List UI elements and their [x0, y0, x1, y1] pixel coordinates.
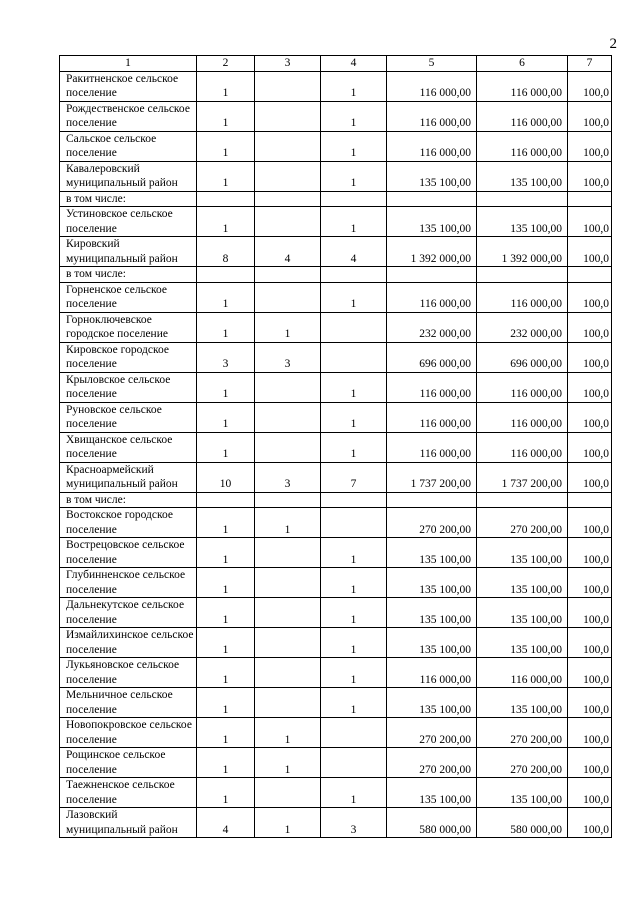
col-2-value: 1 [197, 598, 255, 628]
col-4-value: 1 [321, 658, 387, 688]
table-row [60, 628, 612, 658]
col-4-value [321, 312, 387, 342]
col-7-percent: 100,0 [568, 432, 612, 462]
col-2-value: 1 [197, 628, 255, 658]
col-6-amount: 116 000,00 [477, 282, 568, 312]
table-row [60, 598, 612, 628]
col-4-value [321, 267, 387, 283]
col-5-amount: 135 100,00 [387, 568, 477, 598]
municipality-name: Горноключевское городское поселение [60, 312, 197, 342]
municipality-name: Лукьяновское сельское поселение [60, 658, 197, 688]
table-row [60, 207, 612, 237]
data-table [59, 55, 612, 838]
header-cell: 2 [197, 56, 255, 72]
table-row [60, 462, 612, 492]
municipality-name: Хвищанское сельское поселение [60, 432, 197, 462]
col-3-value [255, 207, 321, 237]
col-5-amount: 580 000,00 [387, 808, 477, 838]
table-row [60, 538, 612, 568]
municipality-name: Дальнекутское сельское поселение [60, 598, 197, 628]
municipality-name: Лазовский муниципальный район [60, 808, 197, 838]
col-7-percent: 100,0 [568, 778, 612, 808]
col-3-value [255, 402, 321, 432]
col-4-value: 4 [321, 237, 387, 267]
col-7-percent: 100,0 [568, 538, 612, 568]
col-7-percent: 100,0 [568, 658, 612, 688]
col-5-amount: 1 392 000,00 [387, 237, 477, 267]
municipality-name: Руновское сельское поселение [60, 402, 197, 432]
col-5-amount: 116 000,00 [387, 131, 477, 161]
municipality-name: Кавалеровский муниципальный район [60, 161, 197, 191]
col-4-value: 1 [321, 598, 387, 628]
municipality-name: в том числе: [60, 492, 197, 508]
col-5-amount: 116 000,00 [387, 432, 477, 462]
col-7-percent: 100,0 [568, 808, 612, 838]
col-3-value: 3 [255, 342, 321, 372]
col-4-value: 7 [321, 462, 387, 492]
col-7-percent: 100,0 [568, 568, 612, 598]
col-6-amount: 1 392 000,00 [477, 237, 568, 267]
col-2-value: 8 [197, 237, 255, 267]
col-3-value [255, 778, 321, 808]
col-4-value: 1 [321, 71, 387, 101]
municipality-name: Кировское городское поселение [60, 342, 197, 372]
col-5-amount: 232 000,00 [387, 312, 477, 342]
col-4-value: 1 [321, 372, 387, 402]
table-row [60, 267, 612, 283]
col-2-value [197, 492, 255, 508]
col-5-amount: 135 100,00 [387, 778, 477, 808]
municipality-name: Вострецовское сельское поселение [60, 538, 197, 568]
table-row [60, 372, 612, 402]
col-4-value [321, 748, 387, 778]
col-7-percent: 100,0 [568, 71, 612, 101]
col-7-percent: 100,0 [568, 161, 612, 191]
municipality-name: Таежненское сельское поселение [60, 778, 197, 808]
page-number: 2 [609, 36, 617, 52]
col-2-value: 4 [197, 808, 255, 838]
col-3-value [255, 71, 321, 101]
col-2-value: 1 [197, 778, 255, 808]
col-6-amount: 135 100,00 [477, 207, 568, 237]
header-row [60, 56, 612, 72]
table-row [60, 131, 612, 161]
col-2-value: 1 [197, 568, 255, 598]
col-4-value: 1 [321, 402, 387, 432]
table-row [60, 688, 612, 718]
col-6-amount [477, 267, 568, 283]
col-6-amount: 116 000,00 [477, 101, 568, 131]
col-2-value: 10 [197, 462, 255, 492]
col-7-percent: 100,0 [568, 462, 612, 492]
municipality-name: Востокское городское поселение [60, 508, 197, 538]
col-5-amount: 116 000,00 [387, 372, 477, 402]
col-7-percent: 100,0 [568, 131, 612, 161]
col-2-value: 1 [197, 372, 255, 402]
col-3-value: 1 [255, 748, 321, 778]
col-3-value [255, 538, 321, 568]
municipality-name: Рощинское сельское поселение [60, 748, 197, 778]
col-6-amount: 270 200,00 [477, 748, 568, 778]
col-4-value [321, 342, 387, 372]
col-2-value: 1 [197, 71, 255, 101]
col-6-amount: 116 000,00 [477, 658, 568, 688]
table-row [60, 282, 612, 312]
col-7-percent: 100,0 [568, 688, 612, 718]
col-6-amount: 116 000,00 [477, 432, 568, 462]
col-2-value: 1 [197, 207, 255, 237]
col-7-percent: 100,0 [568, 207, 612, 237]
col-4-value: 1 [321, 628, 387, 658]
table-row [60, 778, 612, 808]
col-5-amount [387, 267, 477, 283]
col-3-value [255, 432, 321, 462]
col-2-value: 1 [197, 718, 255, 748]
col-5-amount: 1 737 200,00 [387, 462, 477, 492]
col-5-amount [387, 191, 477, 207]
col-7-percent [568, 492, 612, 508]
col-3-value [255, 191, 321, 207]
header-cell: 3 [255, 56, 321, 72]
col-7-percent [568, 267, 612, 283]
municipality-name: Новопокровское сельское поселение [60, 718, 197, 748]
col-6-amount: 135 100,00 [477, 778, 568, 808]
table-row [60, 718, 612, 748]
col-2-value: 1 [197, 538, 255, 568]
col-3-value: 1 [255, 808, 321, 838]
col-3-value [255, 568, 321, 598]
col-6-amount [477, 191, 568, 207]
col-7-percent: 100,0 [568, 342, 612, 372]
col-7-percent: 100,0 [568, 372, 612, 402]
col-6-amount: 696 000,00 [477, 342, 568, 372]
col-2-value: 1 [197, 282, 255, 312]
col-3-value [255, 101, 321, 131]
header-cell: 6 [477, 56, 568, 72]
col-5-amount: 135 100,00 [387, 161, 477, 191]
municipality-name: Рождественское сельское поселение [60, 101, 197, 131]
col-4-value: 1 [321, 538, 387, 568]
table-row [60, 508, 612, 538]
municipality-name: Мельничное сельское поселение [60, 688, 197, 718]
col-5-amount: 696 000,00 [387, 342, 477, 372]
col-5-amount: 135 100,00 [387, 598, 477, 628]
col-2-value: 1 [197, 131, 255, 161]
header-cell: 4 [321, 56, 387, 72]
table-row [60, 658, 612, 688]
col-2-value: 1 [197, 432, 255, 462]
municipality-name: в том числе: [60, 191, 197, 207]
col-4-value: 1 [321, 688, 387, 718]
col-4-value: 1 [321, 282, 387, 312]
col-6-amount [477, 492, 568, 508]
col-5-amount: 135 100,00 [387, 207, 477, 237]
col-5-amount [387, 492, 477, 508]
table-row [60, 312, 612, 342]
col-2-value: 1 [197, 658, 255, 688]
table-row [60, 342, 612, 372]
col-5-amount: 116 000,00 [387, 282, 477, 312]
col-3-value [255, 658, 321, 688]
col-2-value [197, 267, 255, 283]
col-2-value: 1 [197, 688, 255, 718]
col-4-value: 1 [321, 568, 387, 598]
col-3-value: 3 [255, 462, 321, 492]
col-6-amount: 135 100,00 [477, 628, 568, 658]
col-7-percent: 100,0 [568, 748, 612, 778]
table-row [60, 402, 612, 432]
col-5-amount: 135 100,00 [387, 538, 477, 568]
col-4-value [321, 508, 387, 538]
col-5-amount: 116 000,00 [387, 71, 477, 101]
table-row [60, 71, 612, 101]
col-5-amount: 135 100,00 [387, 628, 477, 658]
col-6-amount: 232 000,00 [477, 312, 568, 342]
col-7-percent: 100,0 [568, 628, 612, 658]
municipality-name: Крыловское сельское поселение [60, 372, 197, 402]
col-4-value [321, 191, 387, 207]
col-4-value: 1 [321, 432, 387, 462]
col-2-value: 1 [197, 402, 255, 432]
col-5-amount: 116 000,00 [387, 402, 477, 432]
col-6-amount: 116 000,00 [477, 402, 568, 432]
table-row [60, 191, 612, 207]
col-6-amount: 270 200,00 [477, 718, 568, 748]
col-6-amount: 135 100,00 [477, 688, 568, 718]
col-6-amount: 116 000,00 [477, 131, 568, 161]
col-3-value [255, 267, 321, 283]
municipality-name: Горненское сельское поселение [60, 282, 197, 312]
col-6-amount: 580 000,00 [477, 808, 568, 838]
col-4-value: 3 [321, 808, 387, 838]
col-2-value: 1 [197, 101, 255, 131]
col-5-amount: 270 200,00 [387, 718, 477, 748]
col-7-percent: 100,0 [568, 312, 612, 342]
municipality-name: Устиновское сельское поселение [60, 207, 197, 237]
col-2-value: 3 [197, 342, 255, 372]
col-2-value: 1 [197, 748, 255, 778]
col-6-amount: 116 000,00 [477, 372, 568, 402]
table-row [60, 568, 612, 598]
table-row [60, 161, 612, 191]
col-2-value: 1 [197, 312, 255, 342]
table-row [60, 492, 612, 508]
col-2-value [197, 191, 255, 207]
col-3-value: 4 [255, 237, 321, 267]
col-3-value [255, 282, 321, 312]
col-6-amount: 1 737 200,00 [477, 462, 568, 492]
table-row [60, 432, 612, 462]
col-4-value: 1 [321, 101, 387, 131]
col-2-value: 1 [197, 161, 255, 191]
municipality-name: Красноармейский муниципальный район [60, 462, 197, 492]
municipality-name: Измайлихинское сельское поселение [60, 628, 197, 658]
municipality-name: Глубинненское сельское поселение [60, 568, 197, 598]
col-4-value: 1 [321, 131, 387, 161]
col-6-amount: 270 200,00 [477, 508, 568, 538]
header-cell: 5 [387, 56, 477, 72]
col-6-amount: 116 000,00 [477, 71, 568, 101]
table-row [60, 101, 612, 131]
table-row [60, 748, 612, 778]
col-4-value: 1 [321, 778, 387, 808]
col-4-value [321, 492, 387, 508]
col-3-value [255, 131, 321, 161]
col-7-percent: 100,0 [568, 101, 612, 131]
municipality-name: Кировский муниципальный район [60, 237, 197, 267]
col-7-percent: 100,0 [568, 282, 612, 312]
table-row [60, 237, 612, 267]
col-3-value [255, 628, 321, 658]
col-5-amount: 270 200,00 [387, 748, 477, 778]
col-6-amount: 135 100,00 [477, 538, 568, 568]
municipality-name: в том числе: [60, 267, 197, 283]
col-2-value: 1 [197, 508, 255, 538]
col-7-percent: 100,0 [568, 718, 612, 748]
col-7-percent [568, 191, 612, 207]
col-7-percent: 100,0 [568, 402, 612, 432]
col-5-amount: 135 100,00 [387, 688, 477, 718]
header-cell: 7 [568, 56, 612, 72]
col-7-percent: 100,0 [568, 237, 612, 267]
col-3-value: 1 [255, 312, 321, 342]
header-cell: 1 [60, 56, 197, 72]
col-3-value [255, 161, 321, 191]
col-6-amount: 135 100,00 [477, 161, 568, 191]
col-3-value: 1 [255, 508, 321, 538]
col-7-percent: 100,0 [568, 598, 612, 628]
col-4-value: 1 [321, 161, 387, 191]
col-3-value [255, 688, 321, 718]
col-6-amount: 135 100,00 [477, 568, 568, 598]
col-5-amount: 116 000,00 [387, 101, 477, 131]
col-3-value [255, 598, 321, 628]
col-3-value: 1 [255, 718, 321, 748]
col-3-value [255, 372, 321, 402]
col-7-percent: 100,0 [568, 508, 612, 538]
col-4-value [321, 718, 387, 748]
col-5-amount: 116 000,00 [387, 658, 477, 688]
col-3-value [255, 492, 321, 508]
col-5-amount: 270 200,00 [387, 508, 477, 538]
col-4-value: 1 [321, 207, 387, 237]
municipality-name: Ракитненское сельское поселение [60, 71, 197, 101]
col-6-amount: 135 100,00 [477, 598, 568, 628]
table-row [60, 808, 612, 838]
municipality-name: Сальское сельское поселение [60, 131, 197, 161]
